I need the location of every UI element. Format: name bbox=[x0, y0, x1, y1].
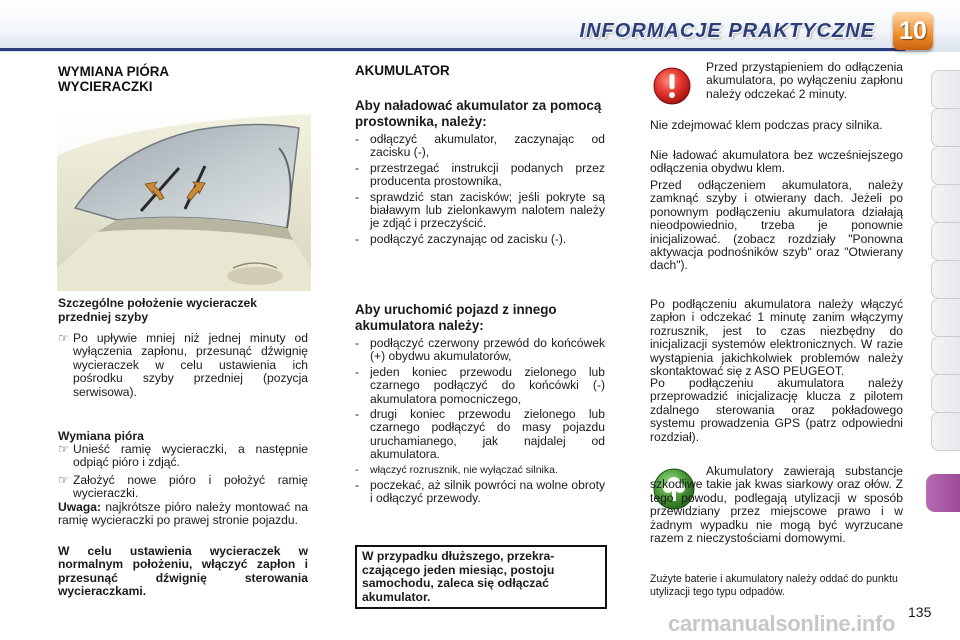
hand-pointer-icon: ☞ bbox=[58, 331, 69, 345]
eco-text: Akumulatory zawierają substancje szkodliwe takie jak kwas siarkowy oraz ołów. Z tego powodu, podlegają utylizacji w sposób przewidziany przez miejscowe prawo i w żadnym wypadku nie mogą być wyrzucane razem z nieczystościami domowymi. bbox=[650, 464, 903, 546]
wiper-title: WYMIANA PIÓRA WYCIERACZKI bbox=[58, 64, 169, 94]
caution-text: najkrótsze pióro należy montować na ramię wycieraczki po prawej stronie pojazdu. bbox=[58, 500, 308, 528]
long-parking-note: W przypadku dłuższego, przekraczającego jeden miesiąc, postoju samochodu, zaleca się odłączać akumulator. bbox=[355, 545, 607, 609]
warning-icon bbox=[652, 66, 692, 106]
charge-step: odłączyć akumulator, zaczynając od zacisku (-), bbox=[370, 132, 605, 160]
chapter-tab[interactable] bbox=[931, 70, 960, 109]
jump-step: jeden koniec przewodu zielonego lub czarnego podłączyć do końcówki (-) akumulatora pomocniczego, bbox=[370, 364, 605, 406]
replace-blade-heading: Wymiana pióra bbox=[58, 429, 144, 443]
caution-note bbox=[58, 501, 308, 528]
chapter-badge: 10 bbox=[893, 12, 933, 50]
replace-blade-steps bbox=[58, 443, 308, 503]
warning-intro: Przed przystąpieniem do odłączenia akumulatora, po wyłączeniu zapłonu należy odczekać 2 minuty. bbox=[706, 60, 903, 101]
charge-step: przestrzegać instrukcji podanych przez producenta prostownika, bbox=[370, 160, 605, 189]
battery-title: AKUMULATOR bbox=[355, 63, 450, 78]
jump-step: podłączyć czerwony przewód do końcówek (+) obydwu akumulatorów, bbox=[370, 336, 605, 364]
special-position-heading: Szczególne położenie wycieraczek przedniej szyby bbox=[58, 296, 257, 324]
header-rule bbox=[0, 48, 905, 51]
hand-pointer-icon: ☞ bbox=[58, 442, 69, 456]
chapter-tab[interactable] bbox=[931, 108, 960, 147]
chapter-tab[interactable] bbox=[931, 222, 960, 261]
chapter-tab[interactable] bbox=[931, 298, 960, 337]
chapter-tab[interactable] bbox=[931, 184, 960, 223]
jump-start-heading: Aby uruchomić pojazd z innego akumulatora należy: bbox=[355, 302, 557, 333]
chapter-tab[interactable] bbox=[931, 412, 960, 451]
caution-label: Uwaga: bbox=[58, 500, 102, 514]
jump-step: włączyć rozrusznik, nie wyłączać silnika. bbox=[370, 463, 558, 476]
replace-step: Założyć nowe pióro i położyć ramię wycieraczki. bbox=[73, 472, 308, 501]
chapter-tab[interactable] bbox=[931, 260, 960, 299]
windscreen-illustration bbox=[57, 108, 311, 291]
eco-disposal-note: Zużyte baterie i akumulatory należy oddać do punktu utylizacji tego typu odpadów. bbox=[650, 573, 898, 598]
final-note: W celu ustawienia wycieraczek w normalnym położeniu, włączyć zapłon i przesunąć dźwignię sterowania wycieraczkami. bbox=[58, 544, 308, 599]
battery-para-4: Po podłączeniu akumulatora należy włączyć zapłon i odczekać 1 minutę zanim włączymy rozrusznik, jest to czas niezbędny do inicjalizacji systemów elektronicznych. W razie wystąpienia jakichkolwiek problemów należy skontaktować się z ASO PEUGEOT. bbox=[650, 297, 903, 379]
battery-para-2: Nie ładować akumulatora bez wcześniejszego odłączenia obydwu klem. bbox=[650, 148, 903, 176]
jump-step: poczekać, aż silnik powróci na wolne obroty i odłączyć przewody. bbox=[370, 478, 605, 506]
charge-steps: - odłączyć akumulator, zaczynając od zacisku (-), - przestrzegać instrukcji podanych przez producenta prostownika, - sprawdzić stan zacisków; jeśli pokryte są białawym lub zielonkawym nalotem należy je zdjąć i przeczyścić. - podłączyć zaczynając od zacisku (-). bbox=[355, 132, 605, 246]
battery-para-3: Przed odłączeniem akumulatora, należy zamknąć szyby i otwierany dach. Jeżeli po ponownym podłączeniu akumulatora działają nieodpowiednio, trzeba je ponownie inicjalizować. (zobacz rozdziały "Ponowna aktywacja podnośników szyb" oraz "Otwierany dach"). bbox=[650, 178, 903, 273]
replace-step: Unieść ramię wycieraczki, a następnie odpiąć pióro i zdjąć. bbox=[73, 442, 308, 470]
page-number: 135 bbox=[908, 604, 932, 620]
special-position-bullet bbox=[58, 332, 308, 401]
battery-para-1: Nie zdejmować klem podczas pracy silnika. bbox=[650, 118, 883, 132]
charge-step: sprawdzić stan zacisków; jeśli pokryte są białawym lub zielonkawym nalotem należy je zdjąć i przeczyścić. bbox=[370, 189, 605, 231]
chapter-tab[interactable] bbox=[931, 336, 960, 375]
watermark: carmanualsonline.info bbox=[668, 611, 896, 636]
jump-start-steps: - podłączyć czerwony przewód do końcówek (+) obydwu akumulatorów, - jeden koniec przewodu zielonego lub czarnego podłączyć do końcówki (-) akumulatora pomocniczego, - drugi koniec przewodu zielonego lub czarnego podłączyć do masy pojazdu uruchamianego, jak najdalej od akumulatora. - włączyć rozrusznik, nie wyłączać silnika. - poczekać, aż silnik powróci na wolne obroty i odłączyć przewody. bbox=[355, 336, 605, 506]
chapter-tab[interactable] bbox=[931, 146, 960, 185]
charge-step: podłączyć zaczynając od zacisku (-). bbox=[370, 231, 567, 246]
hand-pointer-icon: ☞ bbox=[58, 472, 69, 487]
special-position-text: Po upływie mniej niż jednej minuty od wyłączenia zapłonu, przesunąć dźwignię wycieraczek w celu ustawienia ich pośrodku szyby przedniej (pozycja serwisowa). bbox=[73, 331, 308, 399]
section-title: INFORMACJE PRAKTYCZNE bbox=[579, 20, 875, 42]
charge-heading: Aby naładować akumulator za pomocą prostownika, należy: bbox=[355, 98, 602, 129]
battery-para-5: Po podłączeniu akumulatora należy przeprowadzić inicjalizację klucza z pilotem zdalnego sterowania oraz pokładowego systemu prowadzenia GPS (patrz odpowiedni rozdział). bbox=[650, 376, 903, 444]
chapter-tab-active[interactable] bbox=[926, 474, 960, 512]
jump-step: drugi koniec przewodu zielonego lub czarnego podłączyć do masy pojazdu uruchamianego, jak najdalej od akumulatora. bbox=[370, 407, 605, 462]
chapter-tab[interactable] bbox=[931, 374, 960, 413]
eco-note bbox=[650, 465, 903, 545]
